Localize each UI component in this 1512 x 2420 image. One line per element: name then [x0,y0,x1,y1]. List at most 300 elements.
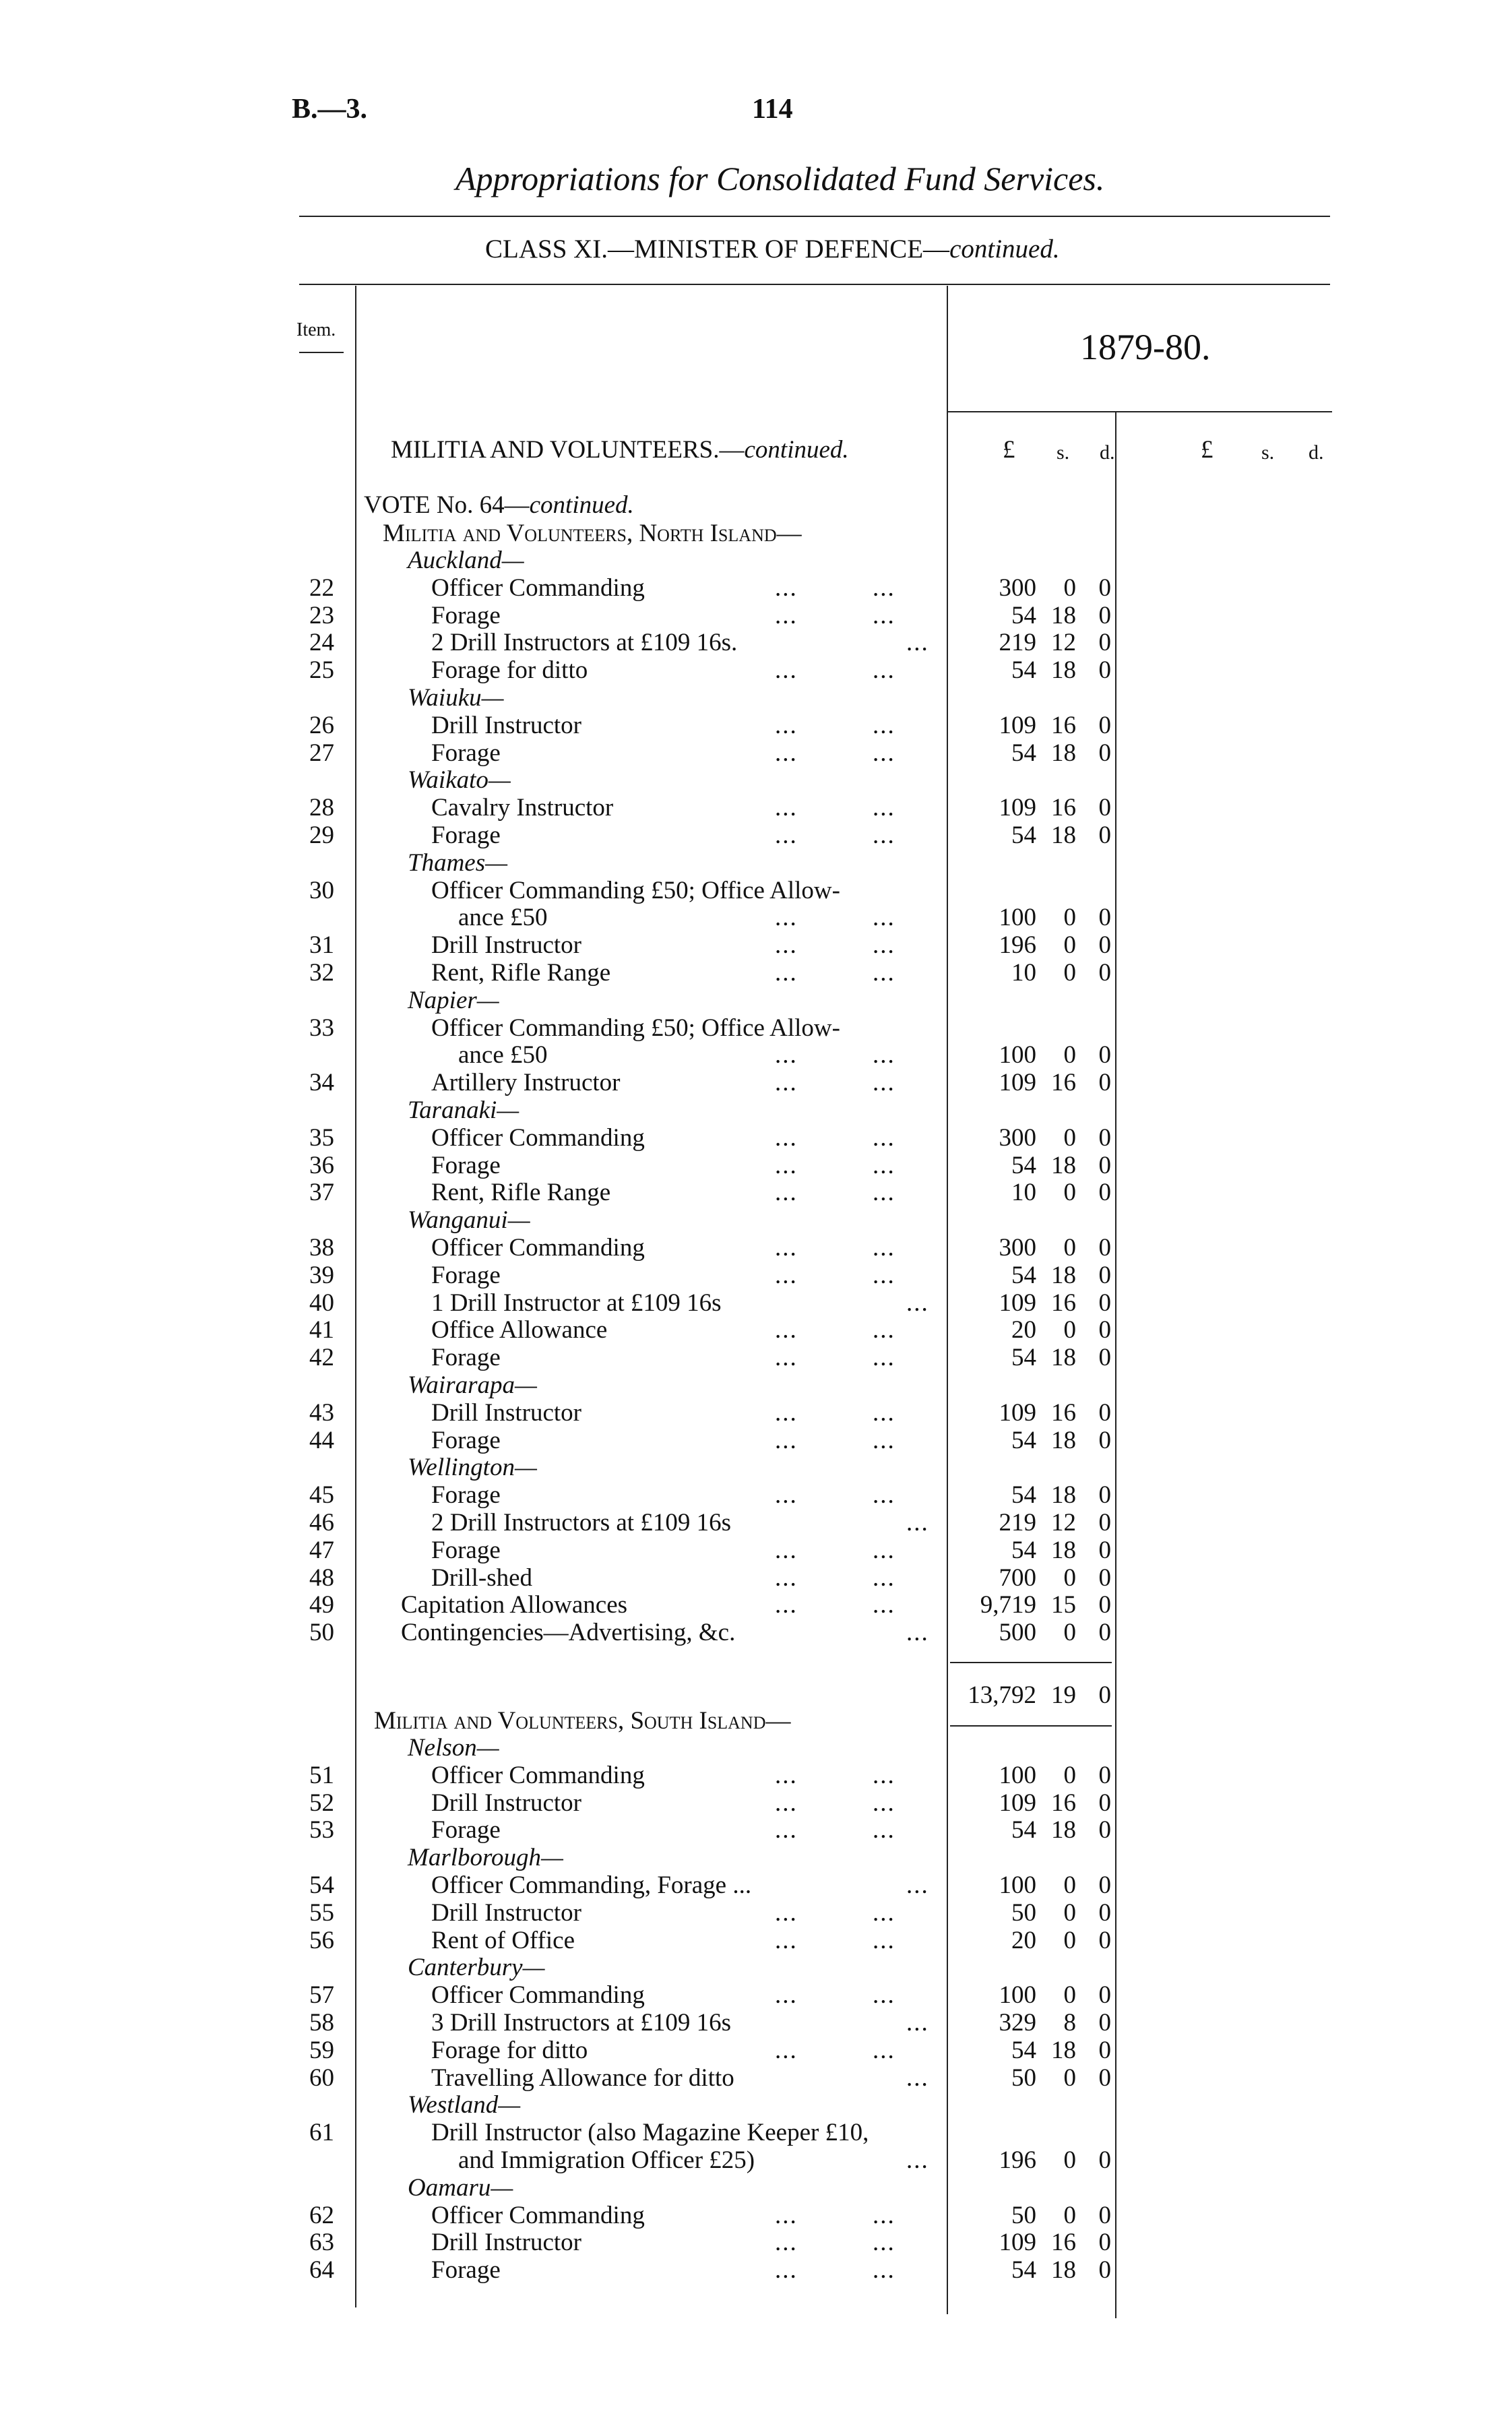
amount-pounds: 9,719 [980,1591,1036,1619]
amount-pounds: 10 [1011,959,1036,987]
amount-pounds: 54 [1011,601,1036,629]
document-reference: B.—3. [292,94,368,125]
item-number: 45 [309,1481,334,1510]
item-description: Forage [431,821,501,849]
amount-shillings: 0 [1063,1123,1076,1152]
item-number: 29 [309,821,334,849]
amount-pounds: 10 [1011,1179,1036,1207]
shilling-header: s. [1057,441,1070,464]
amount-shillings: 0 [1063,1761,1076,1789]
amount-pounds: 700 [999,1563,1036,1592]
page-title: Appropriations for Consolidated Fund Services. [455,160,1105,197]
item-description: Drill Instructor [431,1398,581,1427]
amount-pence: 0 [1098,1509,1111,1537]
amount-pence: 0 [1098,931,1111,960]
amount-pence: 0 [1098,1316,1111,1344]
amount-pence: 0 [1098,1069,1111,1097]
leader-dots: ... ... [775,2036,895,2064]
amount-shillings: 8 [1063,2009,1076,2037]
amount-pounds: 20 [1011,1926,1036,1954]
amount-shillings: 0 [1063,2201,1076,2229]
year-header-rule [947,411,1332,412]
amount-shillings: 18 [1051,821,1076,849]
amount-pounds: 54 [1011,1816,1036,1844]
item-description: Officer Commanding, Forage ... [431,1871,752,1899]
item-number: 31 [309,931,334,960]
item-number: 37 [309,1179,334,1207]
page-number: 114 [752,94,793,125]
item-description: Officer Commanding £50; Office Allow- [431,876,840,904]
north-island-heading: Militia and Volunteers, North Island— [383,520,802,547]
amount-shillings: 18 [1051,1536,1076,1564]
amount-shillings: 18 [1051,1816,1076,1844]
amount-pence: 0 [1098,959,1111,987]
amount-pence: 0 [1098,573,1111,602]
item-description: Forage [431,1481,501,1510]
amount-shillings: 0 [1063,931,1076,960]
item-number: 26 [309,711,334,739]
item-number: 33 [309,1014,334,1042]
item-description: Drill Instructor [431,931,581,960]
vote-heading: VOTE No. 64—continued. [364,491,634,519]
table-top-rule [299,284,1330,285]
item-description: Capitation Allowances [401,1591,628,1619]
amount-pence: 0 [1098,1426,1111,1454]
leader-dots: ... ... [775,1151,895,1179]
item-description: Forage [431,1151,501,1179]
item-number: 34 [309,1069,334,1097]
amount-pence: 0 [1098,1563,1111,1592]
item-description: Contingencies—Advertising, &c. [401,1619,736,1647]
leader-dots: ... ... [775,656,895,685]
amount-pence: 0 [1098,1481,1111,1510]
item-description: Forage [431,1261,501,1289]
amount-pounds: 219 [999,1509,1036,1537]
amount-pounds: 54 [1011,2036,1036,2064]
amount-pounds: 100 [999,1981,1036,2010]
item-description: Rent of Office [431,1926,575,1954]
item-number: 23 [309,601,334,629]
item-number: 63 [309,2229,334,2257]
amount-pounds: 109 [999,794,1036,822]
pound-header: £ [1003,436,1015,464]
amount-pence: 0 [1098,711,1111,739]
item-description: Drill Instructor (also Magazine Keeper £10, [431,2119,869,2147]
item-number: 46 [309,1509,334,1537]
amount-shillings: 18 [1051,656,1076,685]
item-number: 25 [309,656,334,685]
item-description: Forage [431,1536,501,1564]
leader-dots: ... ... [775,1344,895,1372]
item-number: 61 [309,2119,334,2147]
amount-pence: 0 [1098,1536,1111,1564]
subtotal-pence: 0 [1098,1681,1111,1709]
district-heading: Marlborough— [408,1844,563,1872]
amount-shillings: 16 [1051,1069,1076,1097]
leader-dots: ... ... [775,1179,895,1207]
amount-shillings: 0 [1063,2064,1076,2092]
item-column-header: Item. [296,319,336,340]
amount-pounds: 54 [1011,656,1036,685]
item-description: Travelling Allowance for ditto [431,2064,734,2092]
amount-shillings: 18 [1051,1344,1076,1372]
amount-pounds: 196 [999,931,1036,960]
item-number: 27 [309,739,334,767]
item-number: 30 [309,876,334,904]
amount-pence: 0 [1098,1234,1111,1262]
item-number: 55 [309,1898,334,1927]
item-description: 3 Drill Instructors at £109 16s [431,2009,731,2037]
amount-shillings: 0 [1063,1041,1076,1069]
leader-dots: ... [906,2146,929,2174]
item-description: Forage [431,739,501,767]
amount-shillings: 18 [1051,1261,1076,1289]
leader-dots: ... ... [775,601,895,629]
leader-dots: ... [906,629,929,657]
district-heading: Waikato— [408,766,511,795]
leader-dots: ... [906,2064,929,2092]
leader-dots: ... ... [775,931,895,960]
amount-pence: 0 [1098,1591,1111,1619]
leader-dots: ... ... [775,904,895,932]
leader-dots: ... ... [775,1041,895,1069]
item-description: 1 Drill Instructor at £109 16s [431,1289,722,1317]
amount-shillings: 18 [1051,1151,1076,1179]
amount-pence: 0 [1098,1816,1111,1844]
district-heading: Auckland— [408,547,524,574]
leader-dots: ... ... [775,739,895,767]
amount-pence: 0 [1098,1041,1111,1069]
amount-pounds: 329 [999,2009,1036,2037]
item-description: Cavalry Instructor [431,794,614,822]
amount-pounds: 20 [1011,1316,1036,1344]
amount-pounds: 500 [999,1619,1036,1647]
item-number: 41 [309,1316,334,1344]
item-number: 59 [309,2036,334,2064]
item-number: 56 [309,1926,334,1954]
item-number: 64 [309,2256,334,2285]
leader-dots: ... [906,1289,929,1317]
amount-pence: 0 [1098,1398,1111,1427]
leader-dots: ... ... [775,1481,895,1510]
item-description: 2 Drill Instructors at £109 16s. [431,629,738,657]
item-description: Drill Instructor [431,711,581,739]
amount-shillings: 0 [1063,1926,1076,1954]
leader-dots: ... ... [775,1926,895,1954]
amount-pounds: 100 [999,1041,1036,1069]
shilling-header-2: s. [1261,441,1275,464]
amount-pounds: 54 [1011,1344,1036,1372]
amount-shillings: 0 [1063,1179,1076,1207]
item-number: 40 [309,1289,334,1317]
item-description-continued: ance £50 [458,904,548,932]
amount-column-divider [947,286,948,2314]
amount-pounds: 109 [999,2229,1036,2257]
amount-pounds: 54 [1011,821,1036,849]
leader-dots: ... ... [775,2201,895,2229]
item-description: Drill Instructor [431,1898,581,1927]
leader-dots: ... ... [775,2256,895,2285]
title-rule [299,216,1330,217]
amount-shillings: 0 [1063,2146,1076,2174]
item-description: Officer Commanding [431,1981,645,2010]
item-number: 49 [309,1591,334,1619]
amount-shillings: 16 [1051,2229,1076,2257]
amount-pence: 0 [1098,1926,1111,1954]
leader-dots: ... ... [775,1563,895,1592]
leader-dots: ... ... [775,1591,895,1619]
amount-shillings: 16 [1051,1789,1076,1817]
amount-shillings: 12 [1051,1509,1076,1537]
item-number: 35 [309,1123,334,1152]
leader-dots: ... ... [775,711,895,739]
item-number: 32 [309,959,334,987]
amount-pounds: 50 [1011,1898,1036,1927]
item-number: 53 [309,1816,334,1844]
item-column-divider [355,286,356,2307]
leader-dots: ... ... [775,1316,895,1344]
south-island-heading: Militia and Volunteers, South Island— [374,1707,791,1735]
amount-shillings: 18 [1051,1426,1076,1454]
item-description: Rent, Rifle Range [431,959,611,987]
item-number: 38 [309,1234,334,1262]
amount-shillings: 0 [1063,1981,1076,2010]
leader-dots: ... ... [775,1398,895,1427]
amount-pence: 0 [1098,656,1111,685]
leader-dots: ... ... [775,1981,895,2010]
item-number: 50 [309,1619,334,1647]
item-number: 22 [309,573,334,602]
leader-dots: ... ... [775,1069,895,1097]
item-description: Forage for ditto [431,2036,588,2064]
amount-pounds: 300 [999,573,1036,602]
leader-dots: ... ... [775,1761,895,1789]
item-description: Drill-shed [431,1563,533,1592]
amount-shillings: 0 [1063,904,1076,932]
item-description-continued: ance £50 [458,1041,548,1069]
amount-pence: 0 [1098,1871,1111,1899]
leader-dots: ... [906,1509,929,1537]
item-description: 2 Drill Instructors at £109 16s [431,1509,731,1537]
amount-pence: 0 [1098,1761,1111,1789]
leader-dots: ... ... [775,821,895,849]
amount-pence: 0 [1098,2064,1111,2092]
item-description: Office Allowance [431,1316,608,1344]
amount-pounds: 54 [1011,1536,1036,1564]
item-description: Forage [431,1816,501,1844]
item-number: 39 [309,1261,334,1289]
amount-pounds: 109 [999,1069,1036,1097]
item-description: Artillery Instructor [431,1069,621,1097]
item-description: Drill Instructor [431,1789,581,1817]
amount-pounds: 300 [999,1234,1036,1262]
item-number: 48 [309,1563,334,1592]
district-heading: Thames— [408,848,508,877]
district-heading: Waiuku— [408,684,504,712]
amount-pence: 0 [1098,1898,1111,1927]
amount-pounds: 54 [1011,1426,1036,1454]
amount-pounds: 196 [999,2146,1036,2174]
leader-dots: ... ... [775,1426,895,1454]
amount-pence: 0 [1098,1261,1111,1289]
amount-shillings: 18 [1051,2256,1076,2285]
amount-pence: 0 [1098,1151,1111,1179]
district-heading: Nelson— [408,1734,499,1762]
district-heading: Westland— [408,2091,521,2119]
amount-pounds: 100 [999,904,1036,932]
amount-pounds: 50 [1011,2064,1036,2092]
item-number: 42 [309,1344,334,1372]
leader-dots: ... ... [775,573,895,602]
item-description: Officer Commanding [431,1123,645,1152]
amount-pence: 0 [1098,1789,1111,1817]
item-description: Forage [431,1426,501,1454]
district-heading: Wairarapa— [408,1371,537,1399]
amount-shillings: 16 [1051,1289,1076,1317]
item-description: Officer Commanding £50; Office Allow- [431,1014,840,1042]
leader-dots: ... ... [775,1123,895,1152]
item-number: 47 [309,1536,334,1564]
amount-shillings: 0 [1063,1234,1076,1262]
item-number: 52 [309,1789,334,1817]
amount-pence: 0 [1098,629,1111,657]
amount-pounds: 219 [999,629,1036,657]
district-heading: Wanganui— [408,1206,530,1235]
subtotal-pounds: 13,792 [968,1681,1036,1709]
amount-shillings: 16 [1051,711,1076,739]
amount-pence: 0 [1098,1344,1111,1372]
amount-pounds: 54 [1011,1481,1036,1510]
item-number: 28 [309,794,334,822]
amount-pence: 0 [1098,2256,1111,2285]
amount-pence: 0 [1098,1123,1111,1152]
pence-header-2: d. [1309,441,1324,464]
subtotal-shillings: 19 [1051,1681,1076,1709]
item-description: Officer Commanding [431,2201,645,2229]
amount-pounds: 54 [1011,1151,1036,1179]
amount-shillings: 0 [1063,959,1076,987]
item-description: Officer Commanding [431,573,645,602]
amount-pence: 0 [1098,1981,1111,2010]
item-description: Forage [431,1344,501,1372]
amount-shillings: 15 [1051,1591,1076,1619]
item-description: Officer Commanding [431,1234,645,1262]
district-heading: Wellington— [408,1454,537,1482]
amount-pence: 0 [1098,1619,1111,1647]
item-number: 43 [309,1398,334,1427]
amount-pence: 0 [1098,904,1111,932]
amount-pounds: 100 [999,1761,1036,1789]
amount-pounds: 54 [1011,739,1036,767]
amount-pence: 0 [1098,794,1111,822]
item-header-rule [299,352,344,353]
amount-pounds: 54 [1011,2256,1036,2285]
amount-pence: 0 [1098,1179,1111,1207]
amount-shillings: 18 [1051,1481,1076,1510]
amount-shillings: 12 [1051,629,1076,657]
section-heading: MILITIA AND VOLUNTEERS.—continued. [391,436,849,464]
amount-pence: 0 [1098,2201,1111,2229]
amount-shillings: 0 [1063,1871,1076,1899]
item-description-continued: and Immigration Officer £25) [458,2146,755,2174]
item-number: 62 [309,2201,334,2229]
leader-dots: ... ... [775,794,895,822]
item-description: Forage [431,601,501,629]
district-heading: Canterbury— [408,1954,545,1982]
amount-pounds: 109 [999,711,1036,739]
amount-pence: 0 [1098,2009,1111,2037]
pound-header-2: £ [1201,436,1214,464]
leader-dots: ... [906,2009,929,2037]
leader-dots: ... ... [775,1234,895,1262]
amount-pounds: 300 [999,1123,1036,1152]
leader-dots: ... ... [775,2229,895,2257]
amount-shillings: 18 [1051,739,1076,767]
amount-shillings: 18 [1051,2036,1076,2064]
amount-pounds: 109 [999,1289,1036,1317]
item-description: Rent, Rifle Range [431,1179,611,1207]
year-column-header: 1879-80. [1080,327,1211,367]
subtotal-underline [950,1725,1112,1727]
amount-pence: 0 [1098,821,1111,849]
amount-shillings: 0 [1063,573,1076,602]
amount-pence: 0 [1098,2146,1111,2174]
amount-pounds: 109 [999,1398,1036,1427]
item-number: 44 [309,1426,334,1454]
amount-pence: 0 [1098,739,1111,767]
item-number: 60 [309,2064,334,2092]
amount-pounds: 54 [1011,1261,1036,1289]
amount-pounds: 109 [999,1789,1036,1817]
leader-dots: ... ... [775,959,895,987]
amount-shillings: 0 [1063,1619,1076,1647]
amount-shillings: 0 [1063,1316,1076,1344]
amount-shillings: 16 [1051,794,1076,822]
leader-dots: ... [906,1871,929,1899]
leader-dots: ... [906,1619,929,1647]
amount-pounds: 50 [1011,2201,1036,2229]
leader-dots: ... ... [775,1789,895,1817]
amount-shillings: 0 [1063,1898,1076,1927]
amount-pence: 0 [1098,601,1111,629]
district-heading: Napier— [408,986,499,1014]
subtotal-rule [950,1662,1112,1663]
amount-shillings: 16 [1051,1398,1076,1427]
item-number: 58 [309,2009,334,2037]
pence-header: d. [1100,441,1115,464]
amount-shillings: 18 [1051,601,1076,629]
item-description: Officer Commanding [431,1761,645,1789]
leader-dots: ... ... [775,1536,895,1564]
item-number: 57 [309,1981,334,2010]
item-description: Forage for ditto [431,656,588,685]
item-description: Forage [431,2256,501,2285]
amount-pence: 0 [1098,1289,1111,1317]
item-number: 54 [309,1871,334,1899]
item-number: 51 [309,1761,334,1789]
amount-shillings: 0 [1063,1563,1076,1592]
amount-pence: 0 [1098,2036,1111,2064]
item-number: 36 [309,1151,334,1179]
amount-column-divider-2 [1115,411,1116,2318]
class-heading: CLASS XI.—MINISTER OF DEFENCE—continued. [485,235,1060,263]
leader-dots: ... ... [775,1261,895,1289]
leader-dots: ... ... [775,1816,895,1844]
item-number: 24 [309,629,334,657]
item-description: Drill Instructor [431,2229,581,2257]
district-heading: Taranaki— [408,1096,519,1124]
district-heading: Oamaru— [408,2173,513,2202]
